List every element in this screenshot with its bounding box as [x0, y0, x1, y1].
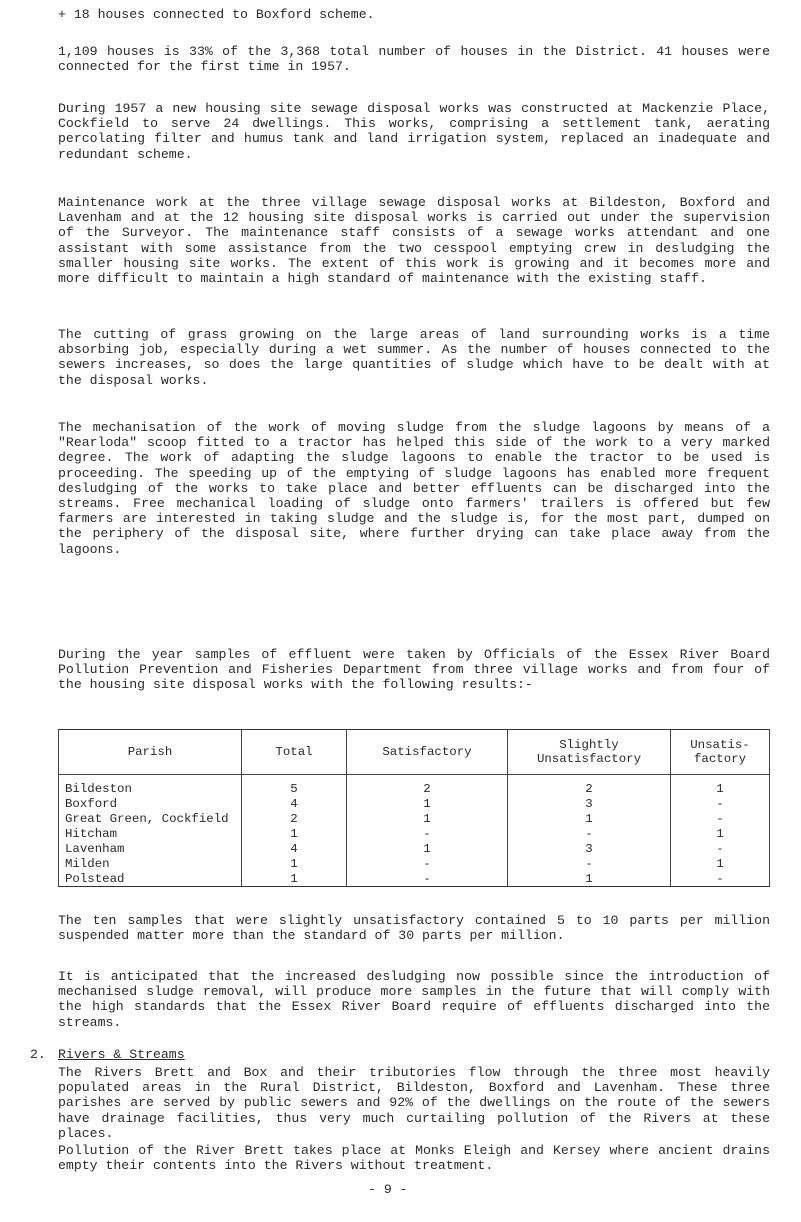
cell-count: -: [671, 871, 770, 887]
cell-parish: Boxford: [59, 796, 242, 811]
cell-count: 1: [671, 856, 770, 871]
cell-count: 1: [671, 826, 770, 841]
cell-count: -: [671, 796, 770, 811]
paragraph-text: Pollution of the River Brett takes place at Monks Eleigh and Kersey where ancient drains empty their contents into the Rivers without treatment.: [58, 1143, 770, 1174]
cell-count: 1: [508, 871, 671, 887]
paragraph-grass-cutting: [58, 327, 770, 388]
cell-count: 1: [242, 871, 347, 887]
cell-count: -: [508, 826, 671, 841]
cell-parish: Great Green, Cockfield: [59, 811, 242, 826]
cell-count: 4: [242, 841, 347, 856]
paragraph-text: The mechanisation of the work of moving sludge from the sludge lagoons by means of a "Rearloda" scoop fitted to a tractor has helped this side of the work to a very marked degree. The work of adapting the sludge lagoons to enable the tractor to be used is proceeding. The speeding up of the emptying of sludge lagoons has enabled more frequent desludging of the works to take place and better effluents can be discharged into the streams. Free mechanical loading of sludge onto farmers' trailers is offered but few farmers are interested in taking sludge and the sludge is, for the most part, dumped on the periphery of the disposal site, where further drying can take place away from the lagoons.: [58, 420, 770, 557]
section-heading: Rivers & Streams: [58, 1047, 185, 1062]
cell-count: 1: [347, 811, 508, 826]
header-satisfactory: Satisfactory: [347, 730, 508, 775]
cell-count: 2: [508, 775, 671, 797]
cell-count: 5: [242, 775, 347, 797]
paragraph-rivers: [58, 1065, 770, 1141]
table-header-row: [59, 730, 770, 775]
cell-parish: Milden: [59, 856, 242, 871]
paragraph-pollution: [58, 1143, 770, 1173]
table-row: [59, 841, 770, 856]
stats-text: 1,109 houses is 33% of the 3,368 total number of houses in the District. 41 houses were connected for the first time in 1957.: [58, 44, 770, 75]
stats-paragraph: [58, 44, 770, 74]
cell-count: 1: [508, 811, 671, 826]
paragraph-text: During 1957 a new housing site sewage disposal works was constructed at Mackenzie Place, Cockfield to serve 24 dwellings. This works, comprising a settlement tank, aerating percolating filter and humus tank and land irrigation system, replaced an inadequate and redundant scheme.: [58, 101, 770, 162]
paragraph-mechanisation: [58, 420, 770, 557]
cell-count: 4: [242, 796, 347, 811]
cell-count: 1: [242, 856, 347, 871]
header-parish: Parish: [59, 730, 242, 775]
cell-count: 1: [347, 796, 508, 811]
header-slightly-unsatisfactory: Slightly Unsatisfactory: [508, 730, 671, 775]
cell-count: 2: [242, 811, 347, 826]
paragraph-ten-samples: [58, 913, 770, 943]
cell-count: 2: [347, 775, 508, 797]
cell-count: 3: [508, 796, 671, 811]
effluent-results-table: [58, 729, 770, 887]
table-row: [59, 811, 770, 826]
section-number: 2.: [30, 1047, 46, 1062]
cell-count: -: [508, 856, 671, 871]
cell-count: -: [671, 811, 770, 826]
table-row: [59, 826, 770, 841]
cell-count: 1: [242, 826, 347, 841]
cell-count: -: [347, 856, 508, 871]
paragraph-text: The Rivers Brett and Box and their tributories flow through the three most heavily populated areas in the Rural District, Bildeston, Boxford and Lavenham. These three parishes are served by public sewers and 92% of the dwellings on the route of the sewers have drainage facilities, thus very much curtailing pollution of the Rivers at these places.: [58, 1065, 770, 1141]
paragraph-text: Maintenance work at the three village sewage disposal works at Bildeston, Boxford and Lavenham and at the 12 housing site disposal works is carried out under the supervision of the Surveyor. The maintenance staff consists of a sewage works attendant and one assistant with some assistance from the two cesspool emptying crew in desludging the smaller housing site works. The extent of this work is growing and it becomes more and more difficult to maintain a high standard of maintenance with the existing staff.: [58, 195, 770, 287]
table-row: [59, 775, 770, 797]
page-number: - 9 -: [368, 1182, 408, 1197]
header-total: Total: [242, 730, 347, 775]
cell-count: 1: [347, 841, 508, 856]
cell-count: -: [347, 871, 508, 887]
cell-count: 3: [508, 841, 671, 856]
cell-parish: Bildeston: [59, 775, 242, 797]
header-line: + 18 houses connected to Boxford scheme.: [58, 7, 375, 22]
cell-parish: Polstead: [59, 871, 242, 887]
paragraph-sewage-works: [58, 101, 770, 162]
table-row: [59, 871, 770, 887]
table-body: [59, 775, 770, 887]
cell-count: -: [347, 826, 508, 841]
paragraph-maintenance: [58, 195, 770, 286]
paragraph-anticipated: [58, 969, 770, 1030]
cell-parish: Lavenham: [59, 841, 242, 856]
paragraph-text: During the year samples of effluent were taken by Officials of the Essex River Board Pollution Prevention and Fisheries Department from three village works and from four of the housing site disposal works with the following results:-: [58, 647, 770, 693]
cell-count: 1: [671, 775, 770, 797]
paragraph-text: The ten samples that were slightly unsatisfactory contained 5 to 10 parts per million suspended matter more than the standard of 30 parts per million.: [58, 913, 770, 944]
header-unsatisfactory: Unsatis- factory: [671, 730, 770, 775]
table-row: [59, 796, 770, 811]
paragraph-text: The cutting of grass growing on the large areas of land surrounding works is a time absorbing job, especially during a wet summer. As the number of houses connected to the sewers increases, so does the large quantities of sludge which have to be dealt with at the disposal works.: [58, 327, 770, 388]
paragraph-text: It is anticipated that the increased desludging now possible since the introduction of mechanised sludge removal, will produce more samples in the future that will comply with the high standards that the Essex River Board require of effluents discharged into the streams.: [58, 969, 770, 1030]
cell-parish: Hitcham: [59, 826, 242, 841]
paragraph-samples: [58, 647, 770, 693]
table-row: [59, 856, 770, 871]
cell-count: -: [671, 841, 770, 856]
